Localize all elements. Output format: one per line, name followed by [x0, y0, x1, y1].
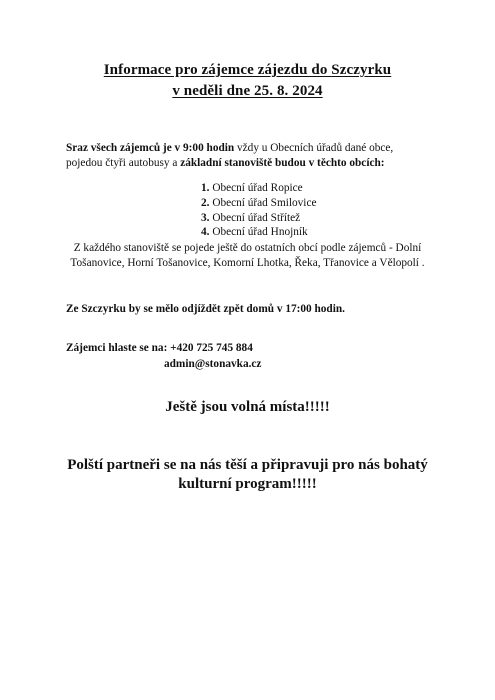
contact-phone: +420 725 745 884 — [167, 342, 253, 354]
list-item-number: 4. — [201, 226, 210, 239]
meeting-info-line-2 — [66, 156, 393, 171]
meeting-info — [66, 141, 393, 171]
list-item-label: Obecní úřad Ropice — [212, 182, 303, 194]
document-date: v neděli dne 25. 8. 2024 — [172, 83, 323, 99]
list-item-label: Obecní úřad Smilovice — [212, 196, 317, 209]
partners-notice-line-2: kulturní program!!!!! — [178, 476, 317, 492]
contact-info — [66, 341, 253, 356]
list-item — [201, 196, 316, 211]
list-item-number: 2. — [201, 196, 210, 209]
other-stops-line-1: Z každého stanoviště se pojede ještě do ostatních obcí podle zájemců - Dolní — [73, 242, 422, 254]
base-stops-label: základní stanoviště budou v těchto obcích: — [180, 157, 385, 169]
list-item-number: 1. — [201, 182, 210, 194]
seats-notice: Ještě jsou volná místa!!!!! — [165, 399, 330, 415]
contact-email: admin@stonavka.cz — [164, 358, 262, 370]
departure-info: Ze Szczyrku by se mělo odjíždět zpět domů v 17:00 hodin. — [66, 303, 345, 315]
meeting-info-line-1 — [66, 141, 393, 156]
contact-label: Zájemci hlaste se na: — [66, 342, 168, 354]
meeting-place: vždy u Obecních úřadů dané obce, — [234, 142, 394, 154]
stops-list — [201, 181, 316, 240]
partners-notice-line-1: Polští partneři se na nás těší a připravuji pro nás bohatý — [67, 457, 428, 473]
list-item-number: 3. — [201, 211, 210, 224]
partners-notice — [0, 456, 495, 494]
bus-info: pojedou čtyři autobusy a — [66, 157, 181, 169]
other-stops-info — [0, 241, 495, 271]
meeting-time: Sraz všech zájemců je v 9:00 hodin — [66, 142, 235, 154]
other-stops-line-2: Tošanovice, Horní Tošanovice, Komorní Lhotka, Řeka, Třanovice a Vělopolí . — [70, 257, 425, 269]
list-item — [201, 225, 316, 240]
list-item-label: Obecní úřad Střítež — [212, 211, 301, 224]
document-title: Informace pro zájemce zájezdu do Szczyrku — [103, 62, 392, 78]
list-item — [201, 181, 316, 196]
list-item — [201, 211, 316, 226]
list-item-label: Obecní úřad Hnojník — [212, 226, 308, 239]
